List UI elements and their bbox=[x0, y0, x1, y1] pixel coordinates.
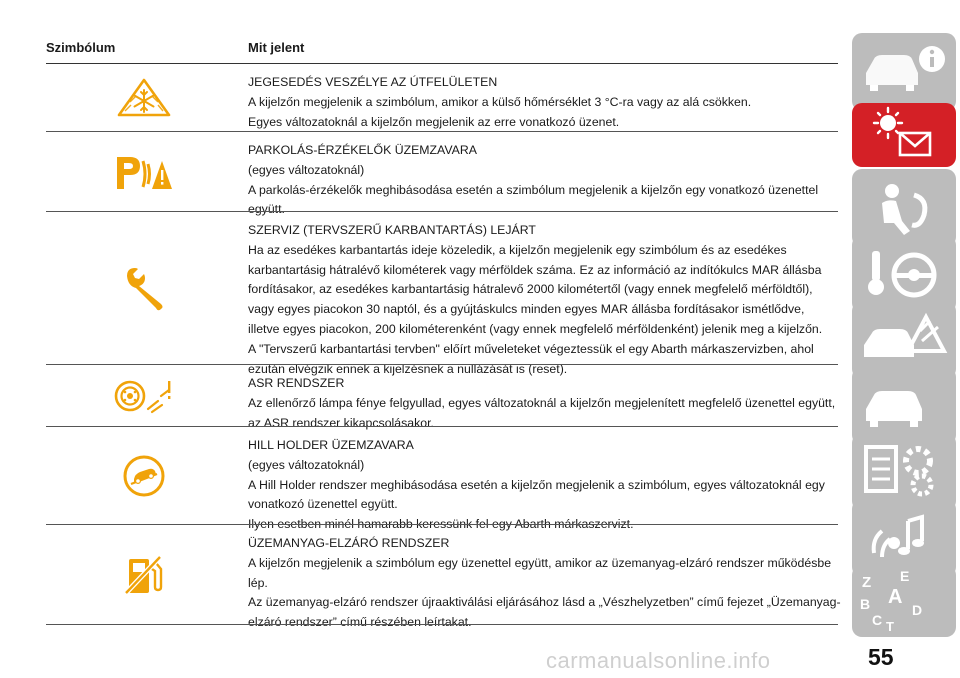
row-line: (egyes változatoknál) bbox=[248, 457, 365, 472]
symbol-cell bbox=[46, 427, 242, 525]
row-line: Ilyen esetben minél hamarabb keressünk fel egy Abarth márkaszervizt. bbox=[248, 517, 634, 532]
symbol-cell bbox=[46, 64, 242, 132]
row-title: SZERVIZ (TERVSZERŰ KARBANTARTÁS) LEJÁRT bbox=[248, 223, 536, 237]
row-line: az ASR rendszer kikapcsolásakor. bbox=[248, 415, 434, 430]
column-header-meaning: Mit jelent bbox=[248, 40, 305, 55]
meaning-cell bbox=[248, 534, 841, 633]
row-line: A kijelzőn megjelenik a szimbólum egy üzenettel együtt, amikor az üzemanyag-elzáró rendszer működésbe bbox=[248, 555, 832, 570]
watermark: carmanualsonline.info bbox=[546, 648, 771, 673]
meaning-cell bbox=[248, 436, 838, 535]
meaning-cell bbox=[248, 374, 838, 433]
table-row bbox=[46, 525, 841, 630]
page-number: 55 bbox=[868, 644, 894, 670]
table-row bbox=[46, 212, 838, 376]
row-title: PARKOLÁS-ÉRZÉKELŐK ÜZEMZAVARA bbox=[248, 143, 477, 157]
row-line: elzáró rendszer” című részében leírtakat. bbox=[248, 615, 472, 630]
row-title: ÜZEMANYAG-ELZÁRÓ RENDSZER bbox=[248, 536, 450, 550]
car-info-icon bbox=[852, 33, 956, 111]
symbol-cell bbox=[46, 365, 242, 427]
row-title: JEGESEDÉS VESZÉLYE AZ ÚTFELÜLETEN bbox=[248, 75, 498, 89]
row-line: A Hill Holder rendszer meghibásodása esetén a kijelzőn megjelenik a szimbólum, egyes változatoknál egy bbox=[248, 477, 825, 492]
chapter-tab-index[interactable] bbox=[852, 565, 956, 637]
alphabetical-index-icon bbox=[852, 565, 956, 637]
symbol-cell bbox=[46, 525, 242, 625]
index-letter: A bbox=[888, 586, 903, 608]
row-divider bbox=[46, 624, 838, 625]
meaning-cell bbox=[248, 141, 838, 220]
index-letter: C bbox=[872, 612, 883, 628]
row-line: illetve egyes piacokon, 200 kilométerenként (vagy ennek megfelelő mérföldenként) jelenik meg a kijelzőn. bbox=[248, 321, 823, 336]
row-line: Az üzemanyag-elzáró rendszer újraaktiválási eljárásához lásd a „Vészhelyzetben” című fejezet „Üzemanyag- bbox=[248, 595, 841, 610]
symbol-cell bbox=[46, 212, 242, 365]
meaning-cell bbox=[248, 221, 838, 379]
row-title: ASR RENDSZER bbox=[248, 376, 345, 390]
row-line: együtt. bbox=[248, 202, 285, 217]
row-line: Egyes változatoknál a kijelzőn megjelenik az erre vonatkozó üzenet. bbox=[248, 114, 620, 129]
wrench-icon bbox=[121, 266, 167, 312]
chapter-tab-warning-lights[interactable] bbox=[852, 103, 956, 167]
row-line: A "Tervszerű karbantartási tervben" előírt műveleteket végeztessük el egy Abarth márkaszervizben, ahol bbox=[248, 341, 814, 356]
index-letter: Z bbox=[862, 574, 872, 591]
row-line: Az ellenőrző lámpa fénye felgyullad, egyes változatoknál a kijelzőn megjelenített megfelelő üzenettel együtt, bbox=[248, 395, 836, 410]
index-letter: B bbox=[860, 596, 871, 612]
table-row bbox=[46, 365, 838, 430]
index-letter: D bbox=[912, 602, 923, 618]
table-row bbox=[46, 427, 838, 532]
warning-light-message-icon bbox=[852, 103, 956, 167]
row-line: vonatkozó üzenettel együtt. bbox=[248, 497, 398, 512]
row-line: karbantartásig hátralévő kilométerek vagy mérföldek száma. Ez az információ az indítókulcs MAR állásba bbox=[248, 262, 822, 277]
row-line: A kijelzőn megjelenik a szimbólum, amikor a külső hőmérséklet 3 °C-ra vagy az alá csökken. bbox=[248, 94, 752, 109]
row-line: Ha az esedékes karbantartás ideje közeledik, a kijelzőn megjelenik egy szimbólum és az esedékes bbox=[248, 242, 787, 257]
meaning-cell bbox=[248, 73, 838, 132]
row-line: vagy egyes piacokon 30 naptól, és a gyújtáskulcs minden egyes MAR állásba fordításakor ismétlődve, bbox=[248, 302, 805, 317]
fuel-cutoff-icon bbox=[124, 553, 164, 597]
table-row bbox=[46, 64, 838, 132]
row-line: (egyes változatoknál) bbox=[248, 162, 365, 177]
row-line: fordításakor, az esedékes karbantartásig hátralevő 2000 kilométertől (vagy ennek megfelelő mérföldtől), bbox=[248, 282, 813, 297]
symbol-cell bbox=[46, 132, 242, 212]
index-letter: E bbox=[900, 568, 910, 584]
chapter-tab-car-info[interactable] bbox=[852, 33, 956, 111]
row-line: A parkolás-érzékelők meghibásodása esetén a szimbólum megjelenik a kijelzőn egy vonatkozó üzenettel bbox=[248, 182, 819, 197]
row-line: lép. bbox=[248, 575, 268, 590]
column-header-symbol: Szimbólum bbox=[46, 40, 116, 55]
hill-holder-icon bbox=[122, 454, 166, 498]
row-line: ezután elvégzik ennek a kijelzésnek a nullázását is (reset). bbox=[248, 361, 568, 376]
ice-warning-icon bbox=[116, 78, 172, 118]
parking-sensor-fault-icon bbox=[114, 151, 174, 193]
asr-icon bbox=[113, 377, 175, 415]
index-letter: T bbox=[886, 619, 894, 634]
table-row bbox=[46, 132, 838, 217]
row-title: HILL HOLDER ÜZEMZAVARA bbox=[248, 438, 414, 452]
